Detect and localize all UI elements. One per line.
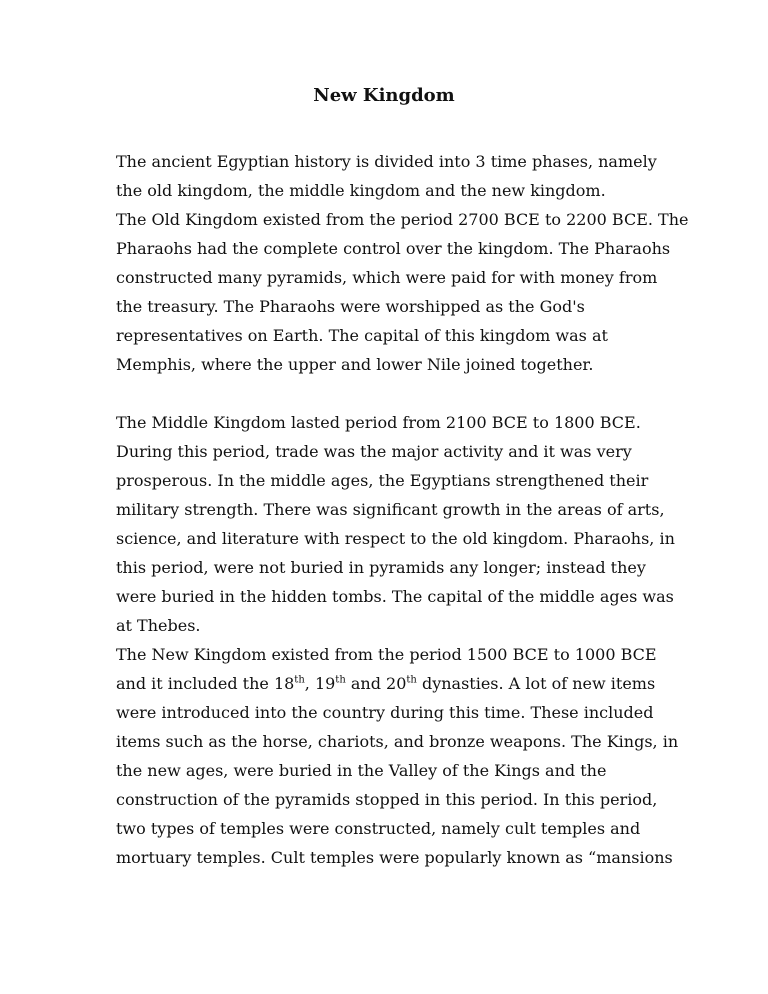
text-line: the new ages, were buried in the Valley of the Kings and the [116, 761, 607, 780]
text-line: the old kingdom, the middle kingdom and the new kingdom. [116, 181, 606, 200]
text-line: the treasury. The Pharaohs were worshipped as the God's [116, 297, 585, 316]
dynasty-text-separator: , 19 [304, 674, 336, 693]
dynasty-text-prefix: and it included the 18 [116, 674, 295, 693]
document-title: New Kingdom [313, 85, 455, 106]
text-line: representatives on Earth. The capital of this kingdom was at [116, 326, 608, 345]
text-line: this period, were not buried in pyramids any longer; instead they [116, 558, 646, 577]
ordinal-superscript: th [406, 674, 417, 686]
text-line: science, and literature with respect to the old kingdom. Pharaohs, in [116, 529, 675, 548]
text-line: items such as the horse, chariots, and bronze weapons. The Kings, in [116, 732, 679, 751]
dynasty-text-suffix: dynasties. A lot of new items [416, 674, 656, 693]
text-line: The Middle Kingdom lasted period from 2100 BCE to 1800 BCE. [116, 413, 641, 432]
text-line: at Thebes. [116, 616, 201, 635]
text-line: construction of the pyramids stopped in this period. In this period, [116, 790, 658, 809]
text-line: were introduced into the country during this time. These included [116, 703, 654, 722]
text-line: were buried in the hidden tombs. The capital of the middle ages was [116, 587, 674, 606]
text-line: The New Kingdom existed from the period 1500 BCE to 1000 BCE [116, 645, 657, 664]
text-line: prosperous. In the middle ages, the Egyptians strengthened their [116, 471, 649, 490]
text-line: military strength. There was significant growth in the areas of arts, [116, 500, 665, 519]
text-line: The ancient Egyptian history is divided into 3 time phases, namely [116, 152, 657, 171]
dynasty-line [116, 674, 676, 694]
ordinal-superscript: th [335, 674, 346, 686]
dynasty-text-separator: and 20 [345, 674, 407, 693]
text-line: The Old Kingdom existed from the period 2700 BCE to 2200 BCE. The [116, 210, 689, 229]
ordinal-superscript: th [294, 674, 305, 686]
text-line: two types of temples were constructed, namely cult temples and [116, 819, 641, 838]
text-line: Pharaohs had the complete control over the kingdom. The Pharaohs [116, 239, 671, 258]
text-line: constructed many pyramids, which were paid for with money from [116, 268, 658, 287]
text-line: During this period, trade was the major activity and it was very [116, 442, 632, 461]
text-line: Memphis, where the upper and lower Nile joined together. [116, 355, 594, 374]
text-line: mortuary temples. Cult temples were popularly known as “mansions [116, 848, 673, 867]
